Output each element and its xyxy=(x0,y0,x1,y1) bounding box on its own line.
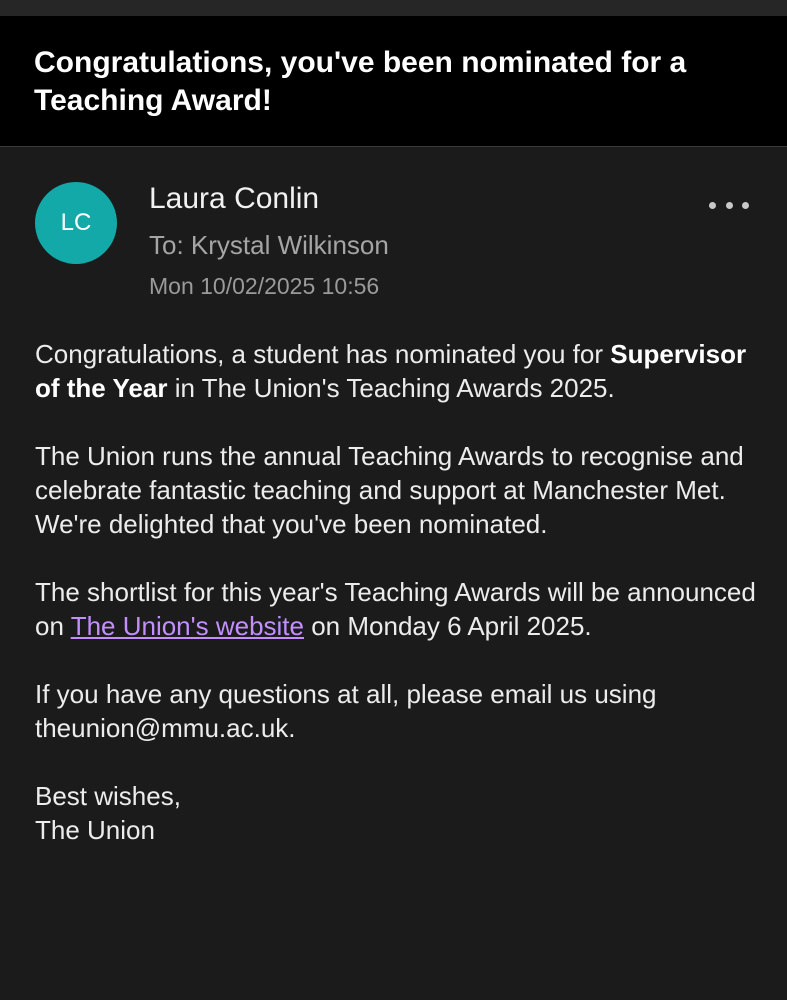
email-message xyxy=(0,147,787,1000)
email-date: Mon 10/02/2025 10:56 xyxy=(149,273,380,299)
more-horizontal-icon xyxy=(726,202,733,209)
subject-header xyxy=(0,16,787,147)
body-text: in The Union's Teaching Awards 2025. xyxy=(167,373,615,403)
signature-block xyxy=(35,779,760,847)
email-subject: Congratulations, you've been nominated for a Teaching Award! xyxy=(34,46,687,117)
body-paragraph xyxy=(35,337,760,405)
more-horizontal-icon xyxy=(709,202,716,209)
more-horizontal-icon xyxy=(742,202,749,209)
sender-avatar[interactable] xyxy=(35,182,117,264)
email-body xyxy=(35,337,760,847)
body-text: The shortlist for this year's Teaching Awards will be announced on xyxy=(35,577,756,641)
union-website-link[interactable]: The Union's website xyxy=(70,611,304,641)
body-paragraph: If you have any questions at all, please email us using theunion@mmu.ac.uk. xyxy=(35,679,657,743)
sender-name[interactable]: Laura Conlin xyxy=(149,182,320,215)
status-bar xyxy=(0,0,787,16)
recipient-line[interactable]: To: Krystal Wilkinson xyxy=(149,230,389,260)
award-name: Supervisor of the Year xyxy=(35,339,747,403)
body-paragraph xyxy=(35,575,760,643)
more-options-button[interactable] xyxy=(709,197,749,213)
body-text: Congratulations, a student has nominated you for xyxy=(35,339,611,369)
body-text: on Monday 6 April 2025. xyxy=(304,611,592,641)
sign-off: Best wishes, xyxy=(35,781,181,811)
body-paragraph: The Union runs the annual Teaching Awards to recognise and celebrate fantastic teaching and support at Manchester Met. We're delighted that you've been nominated. xyxy=(35,441,744,539)
avatar-initials: LC xyxy=(60,209,92,236)
signature-name: The Union xyxy=(35,815,155,845)
